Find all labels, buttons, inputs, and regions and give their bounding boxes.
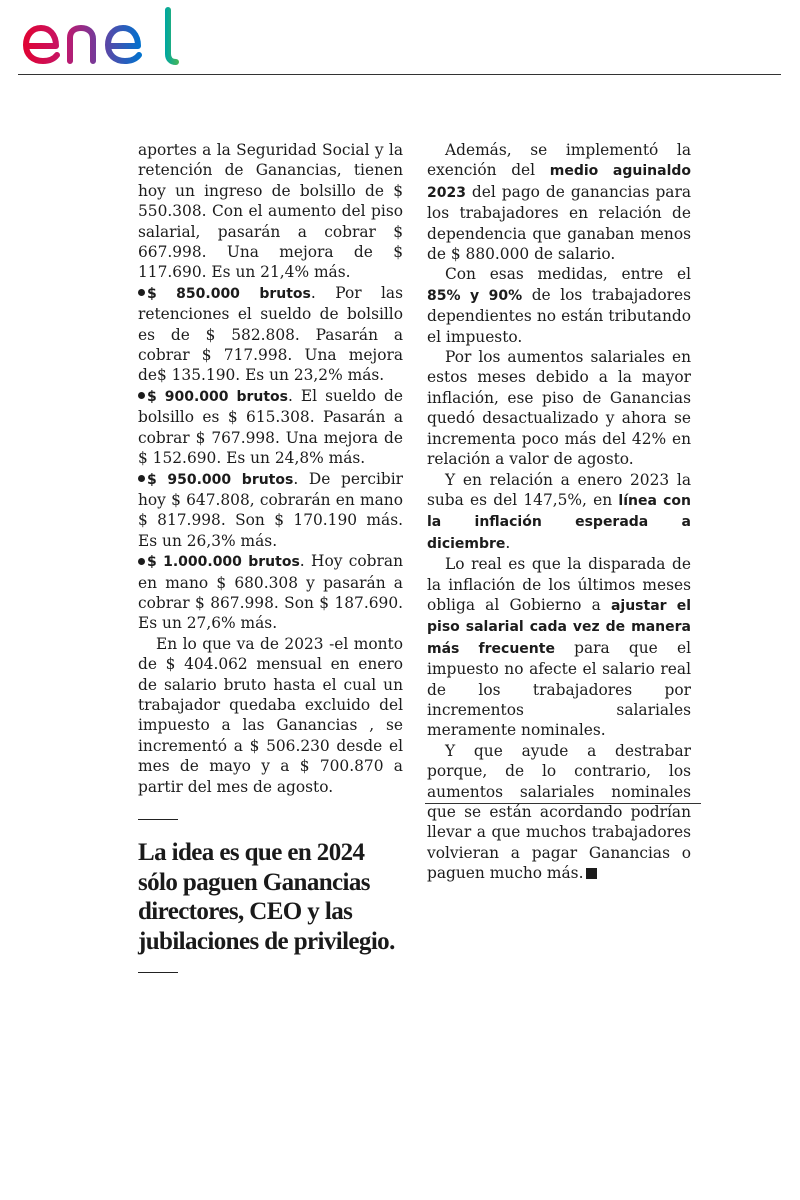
left-column [138,140,403,973]
right-paragraph-2: Con esas medidas, entre el 85% y 90% de los trabajadores dependientes no están tributando el impuesto. [427,265,691,346]
bullet-dot-icon [138,392,145,399]
bullet-850000: $ 850.000 brutos. Por las retenciones el sueldo de bolsillo es de $ 582.808. Pasarán a cobrar $ 717.998. Una mejora de$ 135.190. Es un 23,2% más. [138,283,404,385]
bullet-900000: $ 900.000 brutos. El sueldo de bolsillo es $ 615.308. Pasarán a cobrar $ 767.998. Una mejora de $ 152.690. Es un 24,8% más. [138,386,403,468]
right-paragraph-1: Además, se implementó la exención del medio aguinaldo 2023 del pago de ganancias para los trabajadores en relación de dependencia que ganaban menos de $ 880.000 de salario. [427,141,692,264]
bullet-1000000: $ 1.000.000 brutos. Hoy cobran en mano $ 680.308 y pasarán a cobrar $ 867.998. Son $ 187.690. Es un 27,6% más. [138,552,403,633]
end-mark-icon [586,868,597,879]
pull-quote: La idea es que en 2024 sólo paguen Ganancias directores, CEO y las jubilaciones de privilegio. [138,839,395,955]
left-paragraph-1: aportes a la Seguridad Social y la retención de Ganancias, tienen hoy un ingreso de bolsillo de $ 550.308. Con el aumento del piso salarial, pasarán a cobrar $ 667.998. Una mejora de $ 117.690. Es un 21,4% más. [138,141,403,282]
bullet-dot-icon [138,289,145,296]
quote-rule-top [138,819,178,820]
article-end-rule [425,803,701,804]
right-paragraph-4: Y en relación a enero 2023 la suba es del 147,5%, en línea con la inflación esperada a diciembre. [427,470,691,552]
right-paragraph-6: Y que ayude a destrabar porque, de lo contrario, los aumentos salariales nominales que se están acordando podrían llevar a que muchos trabajadores volvieran a pagar Ganancias o paguen mucho más. [427,741,691,883]
header-rule [18,74,781,75]
left-paragraph-2: En lo que va de 2023 -el monto de $ 404.062 mensual en enero de salario bruto hasta el cual un trabajador quedaba excluido del impuesto a las Ganancias , se incrementó a $ 506.230 desde el mes de mayo y a $ 700.870 a partir del mes de agosto. [138,634,403,796]
bullet-dot-icon [138,475,145,482]
right-paragraph-5: Lo real es que la disparada de la inflación de los últimos meses obliga al Gobierno a ajustar el piso salarial cada vez de manera más frecuente para que el impuesto no afecte el salario real de los trabajadores por incrementos salariales meramente nominales. [427,555,691,740]
bullet-950000: $ 950.000 brutos. De percibir hoy $ 647.808, cobrarán en mano $ 817.998. Son $ 170.190 más. Es un 26,3% más. [138,469,403,550]
right-column [427,140,691,884]
bullet-dot-icon [138,558,145,565]
enel-logo [18,4,182,70]
quote-rule-bottom [138,972,178,973]
right-paragraph-3: Por los aumentos salariales en estos meses debido a la mayor inflación, ese piso de Ganancias quedó desactualizado y ahora se incrementa poco más del 42% en relación a valor de agosto. [427,348,691,469]
